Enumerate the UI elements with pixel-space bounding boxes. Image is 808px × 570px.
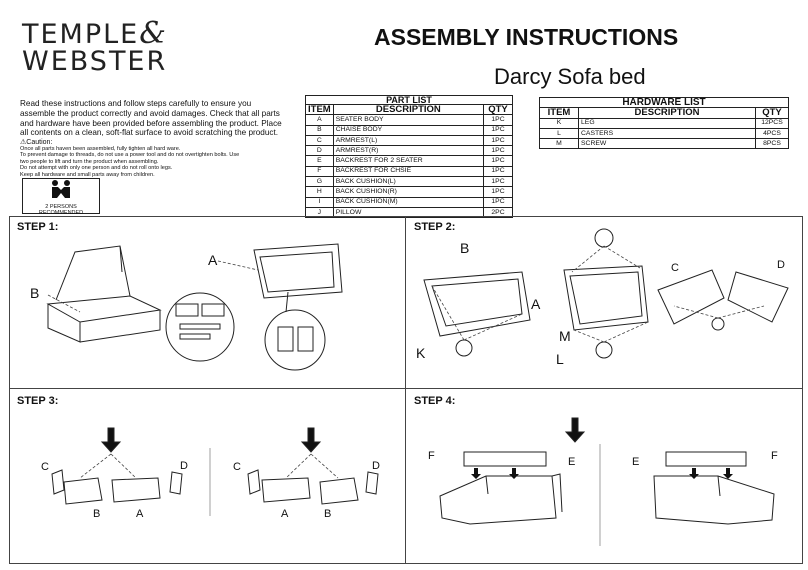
caution-line: Do not attempt with only one person and do not roll onto legs. <box>20 165 173 172</box>
qty-cell: 1PC <box>484 115 513 125</box>
step-2-label-a: A <box>531 296 541 312</box>
table-row <box>540 118 789 128</box>
brand-line2: WEBSTER <box>22 46 168 77</box>
step-2-label-k: K <box>416 345 426 361</box>
step-3-left-label-d: D <box>180 460 188 472</box>
brand-line1: TEMPLE <box>22 19 140 50</box>
part-list-title: PART LIST <box>306 96 513 105</box>
step-3-right-label-a: A <box>281 508 289 520</box>
item-cell: A <box>306 115 334 125</box>
intro-text: Read these instructions and follow steps carefully to ensure you assemble the product correctly and avoid damages. Check that all parts and hardware have been provided before assembling the product. Place all contents on a clean, soft-flat surface to avoid scratching the product. <box>20 99 282 138</box>
step-4-right-label-f: F <box>771 450 778 462</box>
item-cell: L <box>540 128 579 138</box>
description-cell: SCREW <box>579 139 756 149</box>
table-row <box>540 139 789 149</box>
hardware-list <box>539 97 789 149</box>
item-cell: I <box>306 197 334 207</box>
step-4-left-label-e: E <box>568 456 576 468</box>
step-2-label-b: B <box>460 240 470 256</box>
qty-cell: 8PCS <box>756 139 789 149</box>
hardware-list-title: HARDWARE LIST <box>540 98 789 108</box>
description-cell: BACK CUSHION(M) <box>333 197 483 207</box>
item-cell: C <box>306 135 334 145</box>
step-3-left-label-b: B <box>93 508 101 520</box>
product-name: Darcy Sofa bed <box>494 64 646 89</box>
item-cell: K <box>540 118 579 128</box>
step-3-left-label-a: A <box>136 508 144 520</box>
table-row <box>306 146 513 156</box>
qty-cell: 1PC <box>484 177 513 187</box>
table-row <box>306 135 513 145</box>
qty-cell: 1PC <box>484 156 513 166</box>
table-row <box>306 166 513 176</box>
step-2-label-d: D <box>777 259 785 271</box>
part-col-qty: QTY <box>484 105 513 115</box>
part-col-item: ITEM <box>306 105 334 115</box>
description-cell: SEATER BODY <box>333 115 483 125</box>
qty-cell: 1PC <box>484 187 513 197</box>
item-cell: B <box>306 125 334 135</box>
step-3-right-label-c: C <box>233 461 241 473</box>
part-col-desc: DESCRIPTION <box>333 105 483 115</box>
table-row <box>540 128 789 138</box>
caution-title: Caution: <box>26 139 53 146</box>
step-2-label-c: C <box>671 262 679 274</box>
step-2-label: STEP 2: <box>414 221 456 233</box>
qty-cell: 1PC <box>484 146 513 156</box>
step-1-label-a: A <box>208 252 218 268</box>
description-cell: BACK CUSHION(L) <box>333 177 483 187</box>
step-4-left-label-f: F <box>428 450 435 462</box>
item-cell: F <box>306 166 334 176</box>
qty-cell: 1PC <box>484 135 513 145</box>
step-4-illustration <box>428 414 796 546</box>
description-cell: ARMREST(L) <box>333 135 483 145</box>
page-title: ASSEMBLY INSTRUCTIONS <box>374 24 679 50</box>
description-cell: BACKREST FOR CHSIE <box>333 166 483 176</box>
qty-cell: 2PC <box>484 207 513 217</box>
step-3-left-label-c: C <box>41 461 49 473</box>
table-row <box>306 197 513 207</box>
description-cell: LEG <box>579 118 756 128</box>
item-cell: E <box>306 156 334 166</box>
brand-ampersand: & <box>139 16 168 51</box>
table-row <box>306 125 513 135</box>
item-cell: H <box>306 187 334 197</box>
table-row <box>306 156 513 166</box>
qty-cell: 1PC <box>484 125 513 135</box>
qty-cell: 4PCS <box>756 128 789 138</box>
description-cell: BACK CUSHION(R) <box>333 187 483 197</box>
persons-badge <box>22 178 100 214</box>
qty-cell: 1PC <box>484 166 513 176</box>
description-cell: CASTERS <box>579 128 756 138</box>
brand-logo <box>22 16 168 77</box>
description-cell: PILLOW <box>333 207 483 217</box>
item-cell: D <box>306 146 334 156</box>
caution-block <box>20 138 290 178</box>
hw-col-desc: DESCRIPTION <box>579 108 756 118</box>
caution-line: To prevent damage to threads, do not use a power tool and do not overtighten bolts. Use <box>20 152 240 159</box>
two-persons-icon <box>50 179 72 199</box>
step-1-label: STEP 1: <box>17 221 59 233</box>
step-4-right-label-e: E <box>632 456 640 468</box>
table-row <box>306 115 513 125</box>
grid-divider-vertical <box>405 216 406 563</box>
item-cell: J <box>306 207 334 217</box>
caution-line: two people to lift and turn the product when assembling. <box>20 158 159 165</box>
step-2-label-l: L <box>556 351 564 367</box>
table-row <box>306 187 513 197</box>
step-2-illustration <box>412 226 800 382</box>
step-2-label-m: M <box>559 328 571 344</box>
description-cell: ARMREST(R) <box>333 146 483 156</box>
qty-cell: 1PC <box>484 197 513 207</box>
qty-cell: 12PCS <box>756 118 789 128</box>
step-3-right-label-b: B <box>324 508 332 520</box>
part-list <box>305 95 513 218</box>
step-4-label: STEP 4: <box>414 395 456 407</box>
item-cell: M <box>540 139 579 149</box>
caution-title-row <box>20 138 290 146</box>
warning-icon: ⚠ <box>20 139 27 146</box>
table-row <box>306 177 513 187</box>
description-cell: CHAISE BODY <box>333 125 483 135</box>
hw-col-qty: QTY <box>756 108 789 118</box>
step-3-illustration <box>40 424 396 516</box>
description-cell: BACKREST FOR 2 SEATER <box>333 156 483 166</box>
item-cell: G <box>306 177 334 187</box>
caution-line: Keep all hardware and small parts away from children. <box>20 171 155 178</box>
hw-col-item: ITEM <box>540 108 579 118</box>
caution-line: Once all parts haven been assembled, fully tighten all hard ware. <box>20 146 181 152</box>
grid-divider-horizontal <box>9 388 802 389</box>
persons-label: 2 PERSONS RECOMMENDED <box>38 204 84 216</box>
step-1-label-b: B <box>30 285 40 301</box>
step-3-right-label-d: D <box>372 460 380 472</box>
step-3-label: STEP 3: <box>17 395 59 407</box>
